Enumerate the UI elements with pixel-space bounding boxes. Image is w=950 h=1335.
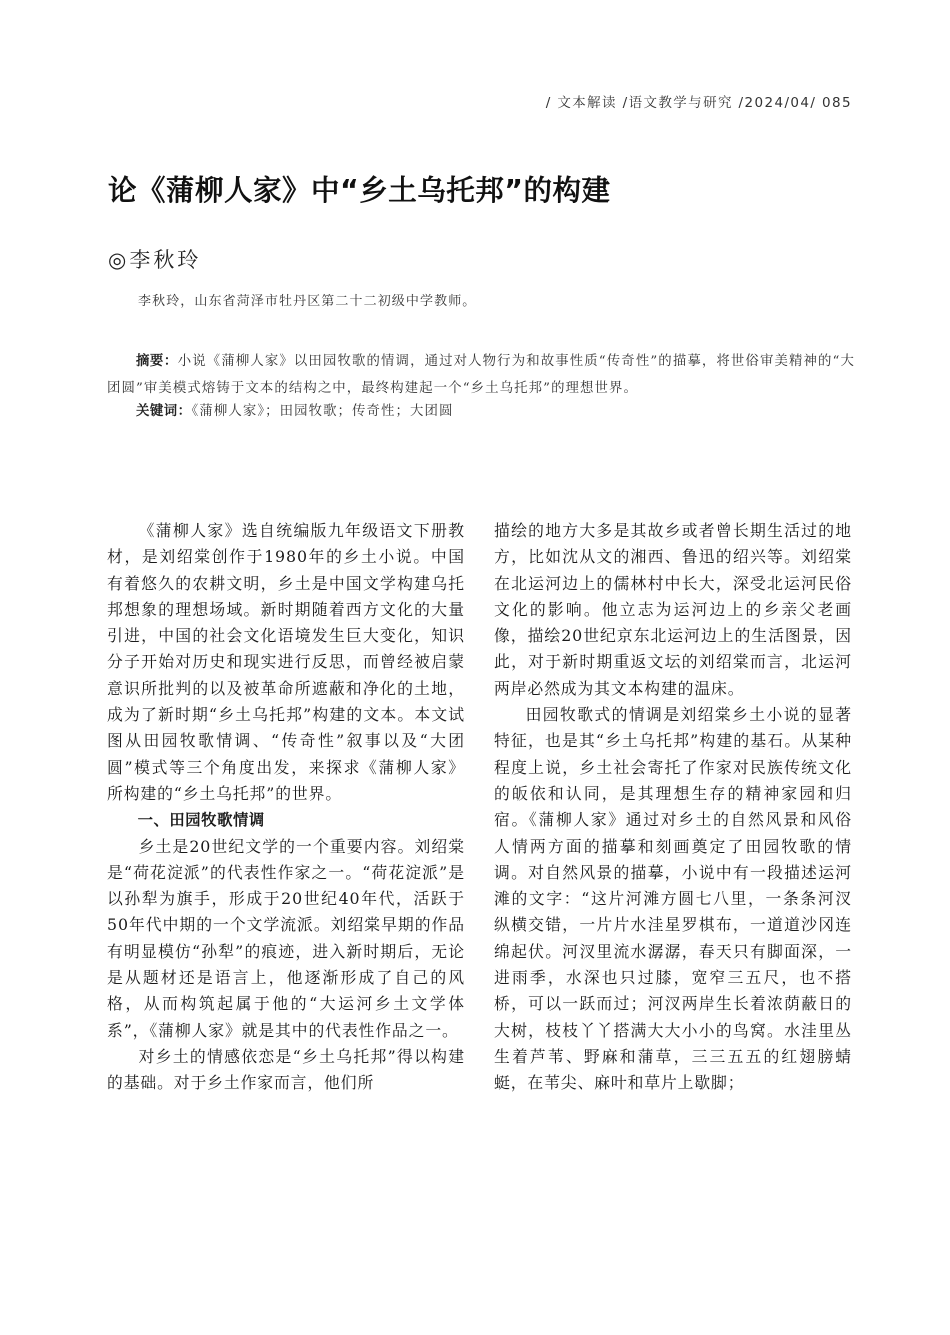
abstract [107,349,855,402]
running-header: / 文本解读 /语文教学与研究 /2024/04/ 085 [545,95,852,111]
keywords-text: 《蒲柳人家》；田园牧歌；传奇性；大团圆 [191,404,454,419]
body-column-left [107,518,465,1097]
body-paragraph: 田园牧歌式的情调是刘绍棠乡土小说的显著特征，也是其“乡土乌托邦”构建的基石。从某种程度上说，乡土社会寄托了作家对民族传统文化的皈依和认同，是其理想生存的精神家园和归宿。《蒲柳人家》通过对乡土的自然风景和风俗人情两方面的描摹和刻画奠定了田园牧歌的情调。对自然风景的描摹，小说中有一段描述运河滩的文字：“这片河滩方圆七八里，一条条河汊纵横交错，一片片水洼星罗棋布，一道道沙冈连绵起伏。河汊里流水潺潺，春天只有脚面深，一进雨季，水深也只过膝，宽窄三五尺，也不搭桥，可以一跃而过；河汊两岸生长着浓荫蔽日的大树，枝枝丫丫搭满大大小小的鸟窝。水洼里丛生着芦苇、野麻和蒲草，三三五五的红翅膀蜻蜓，在苇尖、麻叶和草片上歇脚； [494,705,852,1093]
article-title: 论《蒲柳人家》中“乡土乌托邦”的构建 [108,174,611,207]
body-paragraph: 描绘的地方大多是其故乡或者曾长期生活过的地方，比如沈从文的湘西、鲁迅的绍兴等。刘绍棠在北运河边上的儒林村中长大，深受北运河民俗文化的影响。他立志为运河边上的乡亲父老画像，描绘20世纪京东北运河边上的生活图景，因此，对于新时期重返文坛的刘绍棠而言，北运河两岸必然成为其文本构建的温床。 [494,521,852,698]
abstract-text: 小说《蒲柳人家》以田园牧歌的情调，通过对人物行为和故事性质“传奇性”的描摹，将世俗审美精神的“大团圆”审美模式熔铸于文本的结构之中，最终构建起一个“乡土乌托邦”的理想世界。 [107,354,855,396]
abstract-label: 摘要： [136,354,178,369]
keywords-label: 关键词： [136,404,192,419]
author-note: 李秋玲，山东省菏泽市牡丹区第二十二初级中学教师。 [138,294,477,309]
body-paragraph: 乡土是20世纪文学的一个重要内容。刘绍棠是“荷花淀派”的代表性作家之一。“荷花淀派”是以孙犁为旗手，形成于20世纪40年代，活跃于50年代中期的一个文学流派。刘绍棠早期的作品有明显模仿“孙犁”的痕迹，进入新时期后，无论是从题材还是语言上，他逐渐形成了自己的风格，从而构筑起属于他的“大运河乡土文学体系”，《蒲柳人家》就是其中的代表性作品之一。 [107,836,465,1040]
author-name: ◎李秋玲 [108,248,202,272]
body-paragraph: 对乡土的情感依恋是“乡土乌托邦”得以构建的基础。对于乡土作家而言，他们所 [107,1046,465,1093]
keywords [136,399,453,426]
body-paragraph: 《蒲柳人家》选自统编版九年级语文下册教材，是刘绍棠创作于1980年的乡土小说。中国有着悠久的农耕文明，乡土是中国文学构建乌托邦想象的理想场域。新时期随着西方文化的大量引进，中国的社会文化语境发生巨大变化，知识分子开始对历史和现实进行反思，而曾经被启蒙意识所批判的以及被革命所遮蔽和净化的土地，成为了新时期“乡土乌托邦”构建的文本。本文试图从田园牧歌情调、“传奇性”叙事以及“大团圆”模式等三个角度出发，来探求《蒲柳人家》所构建的“乡土乌托邦”的世界。 [107,521,465,803]
body-column-right [494,518,852,1097]
section-heading: 一、田园牧歌情调 [137,811,265,830]
